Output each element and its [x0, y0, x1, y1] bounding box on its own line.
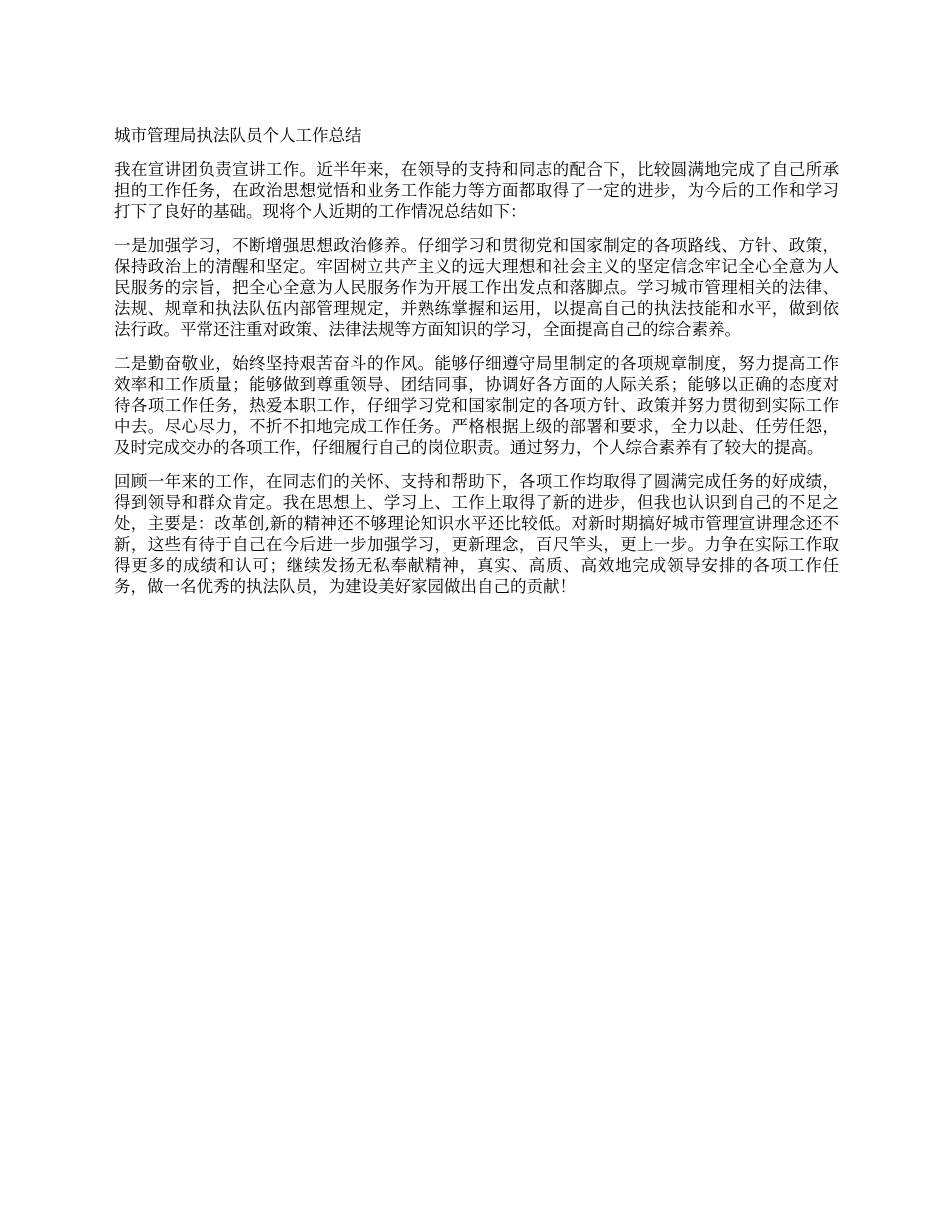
document-body: [114, 125, 839, 610]
paragraph-study: 一是加强学习，不断增强思想政治修养。仔细学习和贯彻党和国家制定的各项路线、方针、政策，保持政治上的清醒和坚定。牢固树立共产主义的远大理想和社会主义的坚定信念牢记全心全意为人民服务的宗旨，把全心全意为人民服务作为开展工作出发点和落脚点。学习城市管理相关的法律、法规、规章和执法队伍内部管理规定，并熟练掌握和运用，以提高自己的执法技能和水平，做到依法行政。平常还注重对政策、法律法规等方面知识的学习，全面提高自己的综合素养。: [114, 236, 839, 339]
document-title: 城市管理局执法队员个人工作总结: [114, 126, 362, 145]
paragraph-review: 回顾一年来的工作，在同志们的关怀、支持和帮助下，各项工作均取得了圆满完成任务的好成绩，得到领导和群众肯定。我在思想上、学习上、工作上取得了新的进步，但我也认识到自己的不足之处，主要是：改革创,新的精神还不够理论知识水平还比较低。对新时期搞好城市管理宣讲理念还不新，这些有待于自己在今后进一步加强学习，更新理念，百尺竿头，更上一步。力争在实际工作取得更多的成绩和认可；继续发扬无私奉献精神，真实、高质、高效地完成领导安排的各项工作任务，做一名优秀的执法队员，为建设美好家园做出自己的贡献！: [114, 472, 839, 596]
paragraph-intro: 我在宣讲团负责宣讲工作。近半年来，在领导的支持和同志的配合下，比较圆满地完成了自己所承担的工作任务，在政治思想觉悟和业务工作能力等方面都取得了一定的进步，为今后的工作和学习打下了良好的基础。现将个人近期的工作情况总结如下：: [114, 160, 839, 221]
paragraph-diligence: 二是勤奋敬业，始终坚持艰苦奋斗的作风。能够仔细遵守局里制定的各项规章制度，努力提高工作效率和工作质量；能够做到尊重领导、团结同事，协调好各方面的人际关系；能够以正确的态度对待各项工作任务，热爱本职工作，仔细学习党和国家制定的各项方针、政策并努力贯彻到实际工作中去。尽心尽力，不折不扣地完成工作任务。严格根据上级的部署和要求，全力以赴、任劳任怨，及时完成交办的各项工作，仔细履行自己的岗位职责。通过努力，个人综合素养有了较大的提高。: [114, 354, 839, 457]
